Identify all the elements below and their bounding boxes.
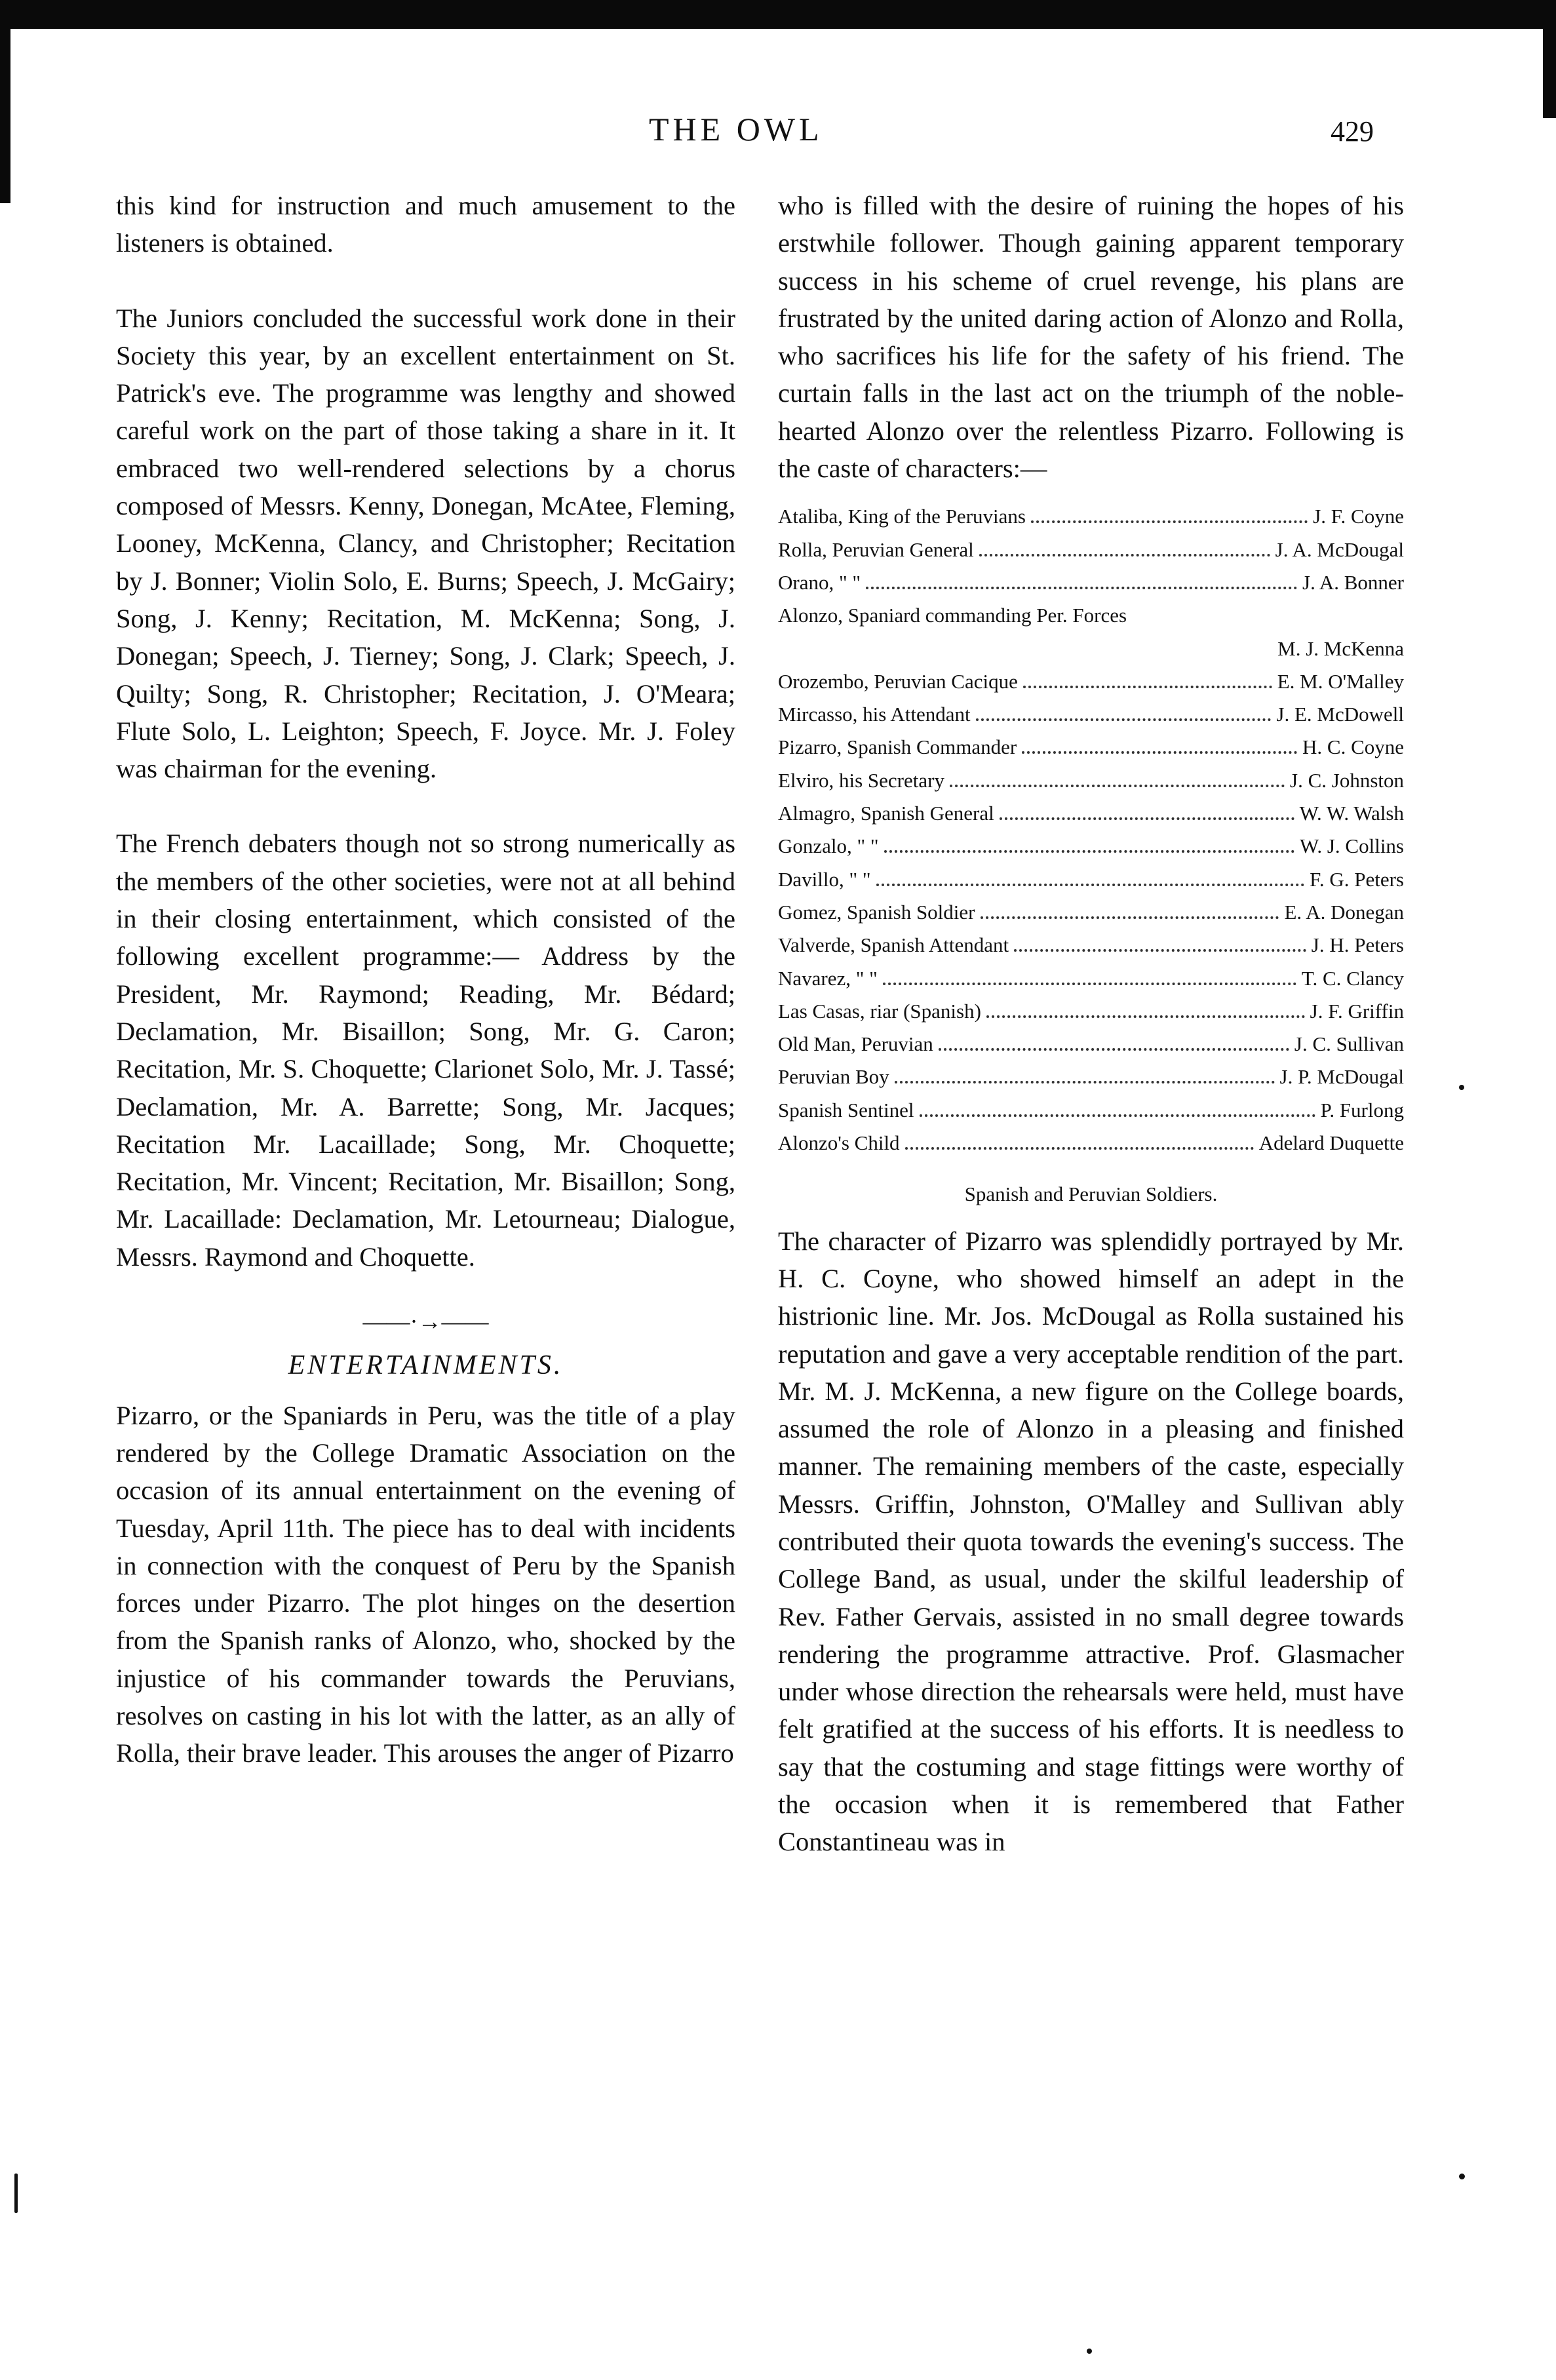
cast-role: Alonzo's Child	[778, 1131, 900, 1155]
cast-row	[778, 1127, 1404, 1160]
leader-dots	[866, 587, 1297, 589]
cast-row	[778, 929, 1404, 962]
cast-row	[778, 731, 1404, 764]
cast-role: Ataliba, King of the Peruvians	[778, 505, 1026, 528]
cast-row	[778, 1028, 1404, 1061]
cast-row	[778, 633, 1404, 665]
cast-role: Old Man, Peruvian	[778, 1032, 933, 1056]
cast-row	[778, 995, 1404, 1028]
cast-row	[778, 764, 1404, 797]
scan-border-top	[0, 0, 1556, 29]
leader-dots	[1031, 520, 1308, 523]
cast-actor: J. C. Sullivan	[1294, 1032, 1404, 1056]
cast-row	[778, 1094, 1404, 1127]
leader-dots	[986, 1015, 1305, 1018]
cast-actor: J. P. McDougal	[1279, 1065, 1404, 1089]
paragraph: Pizarro, or the Spaniards in Peru, was the title of a play rendered by the College Dramatic Association on the occasion of its annual entertainment on the evening of Tuesday, April 11th. The piece has to deal with incidents in connection with the conquest of Peru by the Spanish forces under Pizarro. The plot hinges on the desertion from the Spanish ranks of Alonzo, who, shocked by the injustice of his commander towards the Peruvians, resolves on casting in his lot with the latter, as an ally of Rolla, their brave leader. This arouses the anger of Pizarro	[116, 1400, 735, 1768]
cast-row	[778, 500, 1404, 533]
cast-actor: P. Furlong	[1320, 1098, 1404, 1122]
right-column	[778, 187, 1404, 1861]
cast-role: Spanish Sentinel	[778, 1098, 914, 1122]
leader-dots	[1023, 686, 1272, 688]
cast-actor: J. C. Johnston	[1290, 768, 1404, 792]
cast-role: Pizarro, Spanish Commander	[778, 735, 1017, 759]
cast-role: Mircasso, his Attendant	[778, 703, 971, 726]
cast-actor: E. M. O'Malley	[1277, 669, 1404, 693]
cast-row	[778, 665, 1404, 698]
section-heading: ENTERTAINMENTS.	[288, 1350, 564, 1381]
cast-actor: Adelard Duquette	[1258, 1131, 1404, 1155]
left-column	[116, 187, 735, 1772]
cast-role: Navarez, " "	[778, 966, 878, 990]
cast-actor: J. A. McDougal	[1275, 537, 1404, 561]
cast-role: Rolla, Peruvian General	[778, 537, 974, 561]
cast-row	[778, 1061, 1404, 1093]
cast-role: Orano, " "	[778, 570, 861, 594]
cast-row	[778, 797, 1404, 830]
cast-row	[778, 863, 1404, 896]
paragraph: The French debaters though not so strong numerically as the members of the other societies, were not at all behind in their closing entertainment, which consisted of the following excellent programme:— Address by the President, Mr. Raymond; Reading, Mr. Bédard; Declamation, Mr. Bisaillon; Song, Mr. G. Caron; Recitation, Mr. S. Choquette; Clarionet Solo, Mr. J. Tassé; Declamation, Mr. A. Barrette; Song, Mr. Jacques; Recitation Mr. Lacaillade; Song, Mr. Choquette; Recitation, Mr. Vincent; Recitation, Mr. Bisaillon; Song, Mr. Lacaillade: Declamation, Mr. Letourneau; Dialogue, Messrs. Raymond and Choquette.	[116, 829, 735, 1272]
page-number: 429	[1331, 115, 1374, 147]
cast-role: Gomez, Spanish Soldier	[778, 900, 975, 924]
leader-dots	[950, 785, 1285, 787]
leader-dots	[939, 1048, 1289, 1051]
leader-dots	[1014, 949, 1306, 952]
cast-actor: J. F. Coyne	[1313, 505, 1404, 528]
cast-list	[778, 500, 1404, 1160]
cast-role: Valverde, Spanish Attendant	[778, 933, 1009, 957]
leader-dots	[981, 916, 1279, 919]
cast-row	[778, 599, 1404, 632]
leader-dots	[1022, 751, 1297, 754]
scan-border-right	[1543, 0, 1556, 118]
cast-actor: F. G. Peters	[1310, 867, 1404, 891]
cast-role: Gonzalo, " "	[778, 834, 879, 858]
leader-dots	[876, 884, 1305, 886]
paragraph: this kind for instruction and much amusement to the listeners is obtained.	[116, 191, 735, 258]
cast-actor: H. C. Coyne	[1302, 735, 1404, 759]
scan-speck	[14, 2174, 18, 2213]
scan-speck	[1087, 2349, 1092, 2354]
cast-role: Orozembo, Peruvian Cacique	[778, 669, 1018, 693]
scan-border-left	[0, 0, 10, 203]
scan-speck	[1459, 1085, 1464, 1090]
paragraph: The character of Pizarro was splendidly portrayed by Mr. H. C. Coyne, who showed himself an adept in the histrionic line. Mr. Jos. McDougal as Rolla sustained his reputation and gave a very acceptable rendition of the part. Mr. M. J. McKenna, a new figure on the College boards, assumed the role of Alonzo in a pleasing and finished manner. The remaining members of the caste, especially Messrs. Griffin, Johnston, O'Malley and Sullivan ably contributed their quota towards the evening's success. The College Band, as usual, under the skilful leadership of Rev. Father Gervais, assisted in no small degree towards rendering the programme attractive. Prof. Glasmacher under whose direction the rehearsals were held, must have felt gratified at the success of his efforts. It is needless to say that the costuming and stage fittings were worthy of the occasion when it is remembered that Father Constantineau was in	[778, 1226, 1404, 1857]
running-title: THE OWL	[649, 111, 823, 147]
cast-actor: W. W. Walsh	[1299, 802, 1404, 825]
cast-role: Elviro, his Secretary	[778, 768, 944, 792]
cast-role: Las Casas, riar (Spanish)	[778, 999, 981, 1023]
cast-actor: T. C. Clancy	[1301, 966, 1404, 990]
leader-dots	[976, 718, 1272, 721]
cast-row	[778, 534, 1404, 566]
cast-role: Peruvian Boy	[778, 1065, 889, 1089]
paragraph: The Juniors concluded the successful work done in their Society this year, by an excellent entertainment on St. Patrick's eve. The programme was lengthy and showed careful work on the part of those taking a share in it. It embraced two well-rendered selections by a chorus composed of Messrs. Kenny, Donegan, McAtee, Fleming, Looney, McKenna, Clancy, and Christopher; Recitation by J. Bonner; Violin Solo, E. Burns; Speech, J. McGairy; Song, J. Kenny; Recitation, M. McKenna; Song, J. Donegan; Speech, J. Tierney; Song, J. Clark; Speech, J. Quilty; Song, R. Christopher; Recitation, J. O'Meara; Flute Solo, L. Leighton; Speech, F. Joyce. Mr. J. Foley was chairman for the evening.	[116, 303, 735, 784]
cast-actor: J. A. Bonner	[1302, 570, 1404, 594]
cast-row	[778, 830, 1404, 863]
cast-actor: M. J. McKenna	[1277, 636, 1404, 660]
cast-actor: J. E. McDowell	[1276, 703, 1404, 726]
leader-dots	[895, 1081, 1275, 1083]
cast-actor: J. F. Griffin	[1310, 999, 1404, 1023]
scan-speck	[1459, 2174, 1465, 2179]
cast-row	[778, 566, 1404, 599]
leader-dots	[905, 1147, 1254, 1150]
leader-dots	[979, 554, 1270, 556]
cast-row	[778, 896, 1404, 929]
leader-dots	[1000, 817, 1294, 820]
leader-dots	[883, 983, 1296, 985]
cast-role: Davillo, " "	[778, 867, 871, 891]
leader-dots	[920, 1114, 1315, 1117]
cast-actor: E. A. Donegan	[1284, 900, 1404, 924]
leader-dots	[884, 850, 1294, 853]
cast-role: Alonzo, Spaniard commanding Per. Forces	[778, 604, 1127, 627]
cast-actor: W. J. Collins	[1299, 834, 1404, 858]
cast-actor: J. H. Peters	[1311, 933, 1404, 957]
cast-row	[778, 962, 1404, 995]
section-divider-ornament: ——·→——	[362, 1308, 489, 1335]
cast-row	[778, 698, 1404, 731]
cast-role: Almagro, Spanish General	[778, 802, 994, 825]
cast-footer: Spanish and Peruvian Soldiers.	[964, 1182, 1218, 1206]
paragraph: who is filled with the desire of ruining the hopes of his erstwhile follower. Though gaining apparent temporary success in his scheme of cruel revenge, his plans are frustrated by the united daring action of Alonzo and Rolla, who sacrifices his life for the safety of his friend. The curtain falls in the last act on the triumph of the noble-hearted Alonzo over the relentless Pizarro. Following is the caste of characters:—	[778, 191, 1404, 484]
